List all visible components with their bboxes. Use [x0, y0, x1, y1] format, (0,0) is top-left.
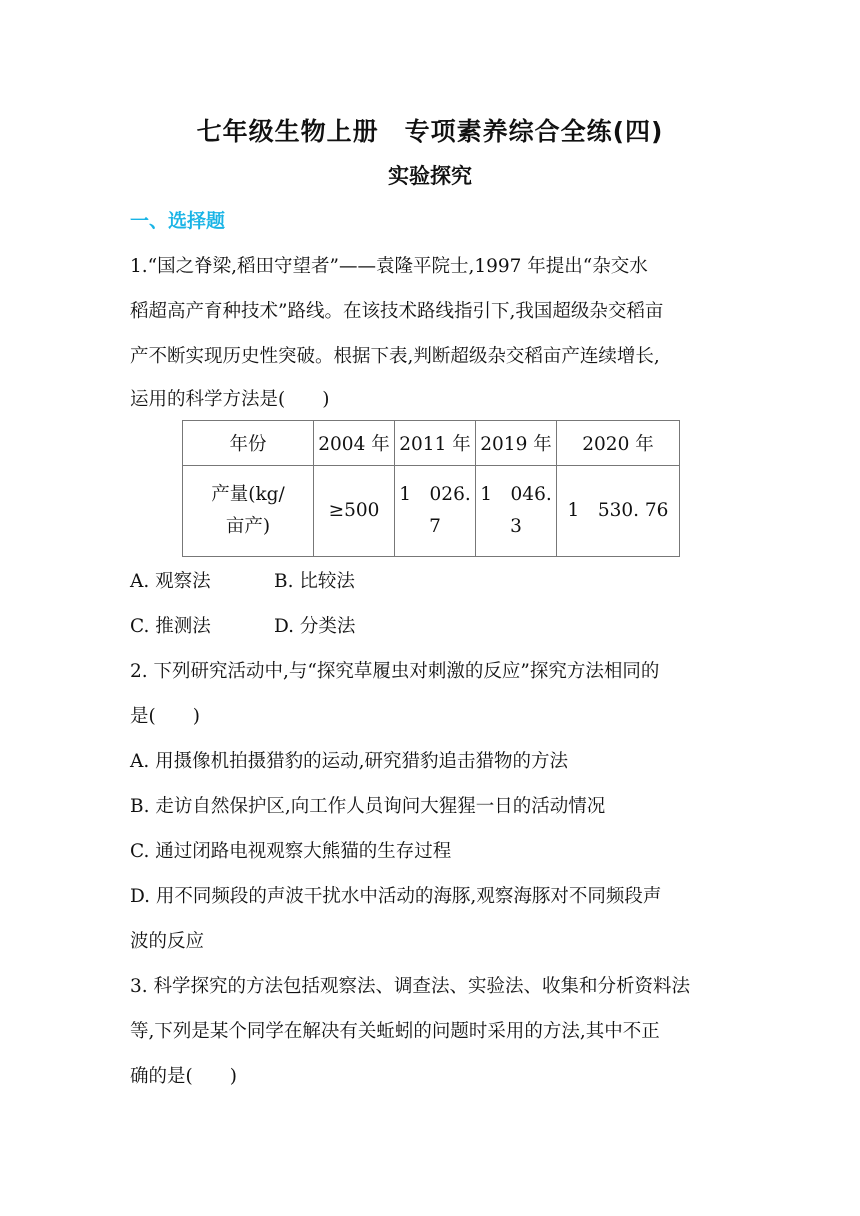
table-cell: 1 530. 76: [557, 466, 680, 557]
table-cell: 1 026. 7: [395, 466, 476, 557]
table-row: [183, 466, 680, 557]
q2-option-d-line-1: D. 用不同频段的声波干扰水中活动的海豚,观察海豚对不同频段声: [130, 886, 662, 907]
table-header-cell: 2004 年: [314, 421, 395, 466]
table-header-cell: 2019 年: [476, 421, 557, 466]
q1-stem-line-1: 1.“国之脊梁,稻田守望者”——袁隆平院士,1997 年提出“杂交水: [130, 256, 648, 277]
q1-option-d: D. 分类法: [274, 616, 356, 637]
q3-stem-line-2: 等,下列是某个同学在解决有关蚯蚓的问题时采用的方法,其中不正: [130, 1021, 660, 1042]
q3-stem-line-1: 3. 科学探究的方法包括观察法、调查法、实验法、收集和分析资料法: [130, 976, 691, 997]
table-header-cell: 年份: [183, 421, 314, 466]
q2-stem-line-2: 是( ): [130, 706, 200, 727]
q2-option-b: B. 走访自然保护区,向工作人员询问大猩猩一日的活动情况: [130, 796, 606, 817]
q2-stem-line-1: 2. 下列研究活动中,与“探究草履虫对刺激的反应”探究方法相同的: [130, 661, 660, 682]
q2-option-d-line-2: 波的反应: [130, 931, 205, 952]
table-header-row: [183, 421, 680, 466]
q1-stem-line-4: 运用的科学方法是( ): [130, 389, 330, 410]
section-heading: 一、选择题: [130, 210, 226, 232]
q1-option-b: B. 比较法: [274, 571, 355, 592]
q1-option-c: C. 推测法: [130, 616, 211, 637]
q1-stem-line-3: 产不断实现历史性突破。根据下表,判断超级杂交稻亩产连续增长,: [130, 346, 660, 367]
q3-stem-line-3: 确的是( ): [130, 1066, 237, 1087]
table-header-cell: 2011 年: [395, 421, 476, 466]
table-cell: 1 046. 3: [476, 466, 557, 557]
q1-option-a: A. 观察法: [130, 571, 211, 592]
table-header-cell: 2020 年: [557, 421, 680, 466]
table-cell: ≥500: [314, 466, 395, 557]
q1-stem-line-2: 稻超高产育种技术”路线。在该技术路线指引下,我国超级杂交稻亩: [130, 301, 664, 322]
row-label-line-1: 产量(kg/: [211, 484, 285, 505]
q2-option-a: A. 用摄像机拍摄猎豹的运动,研究猎豹追击猎物的方法: [130, 751, 569, 772]
yield-table: [182, 420, 680, 557]
table-row-label: [183, 466, 314, 557]
row-label-line-2: 亩产): [225, 516, 271, 537]
page-subtitle: 实验探究: [388, 164, 472, 188]
q2-option-c: C. 通过闭路电视观察大熊猫的生存过程: [130, 841, 452, 862]
page-title: 七年级生物上册 专项素养综合全练(四): [196, 117, 664, 146]
